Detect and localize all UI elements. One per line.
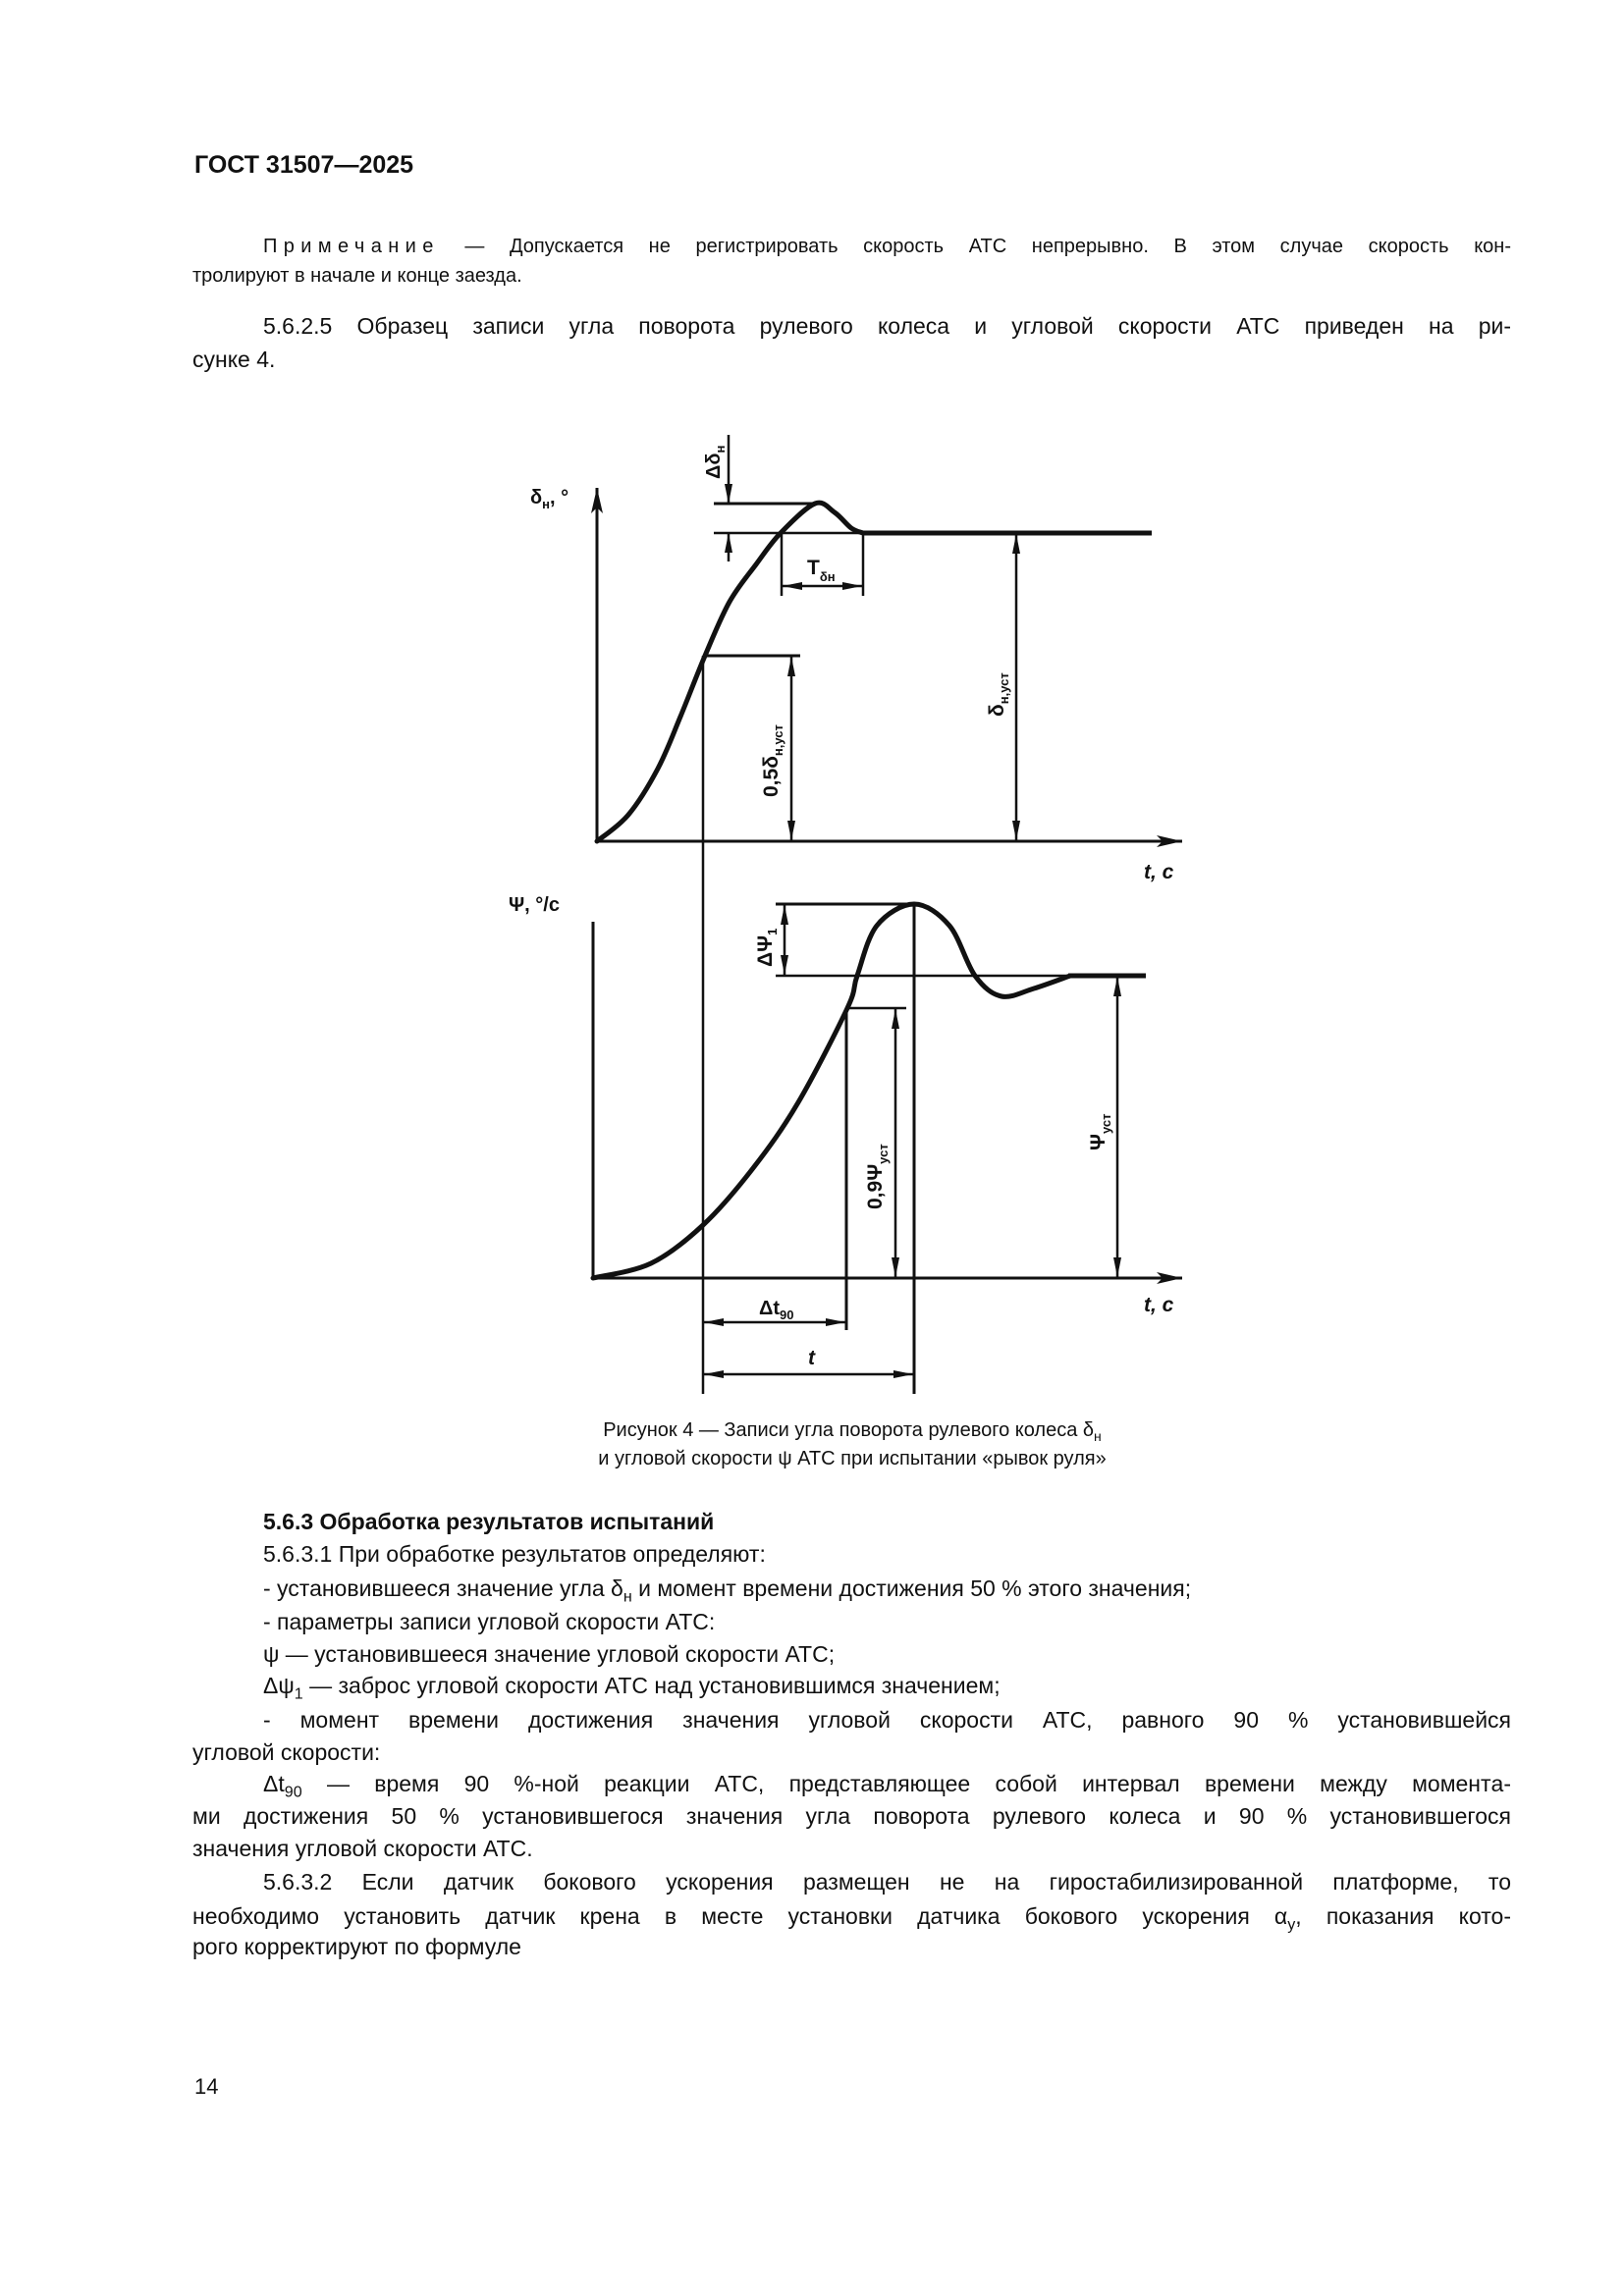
text-segment: Δψ bbox=[263, 1673, 295, 1698]
text-segment: Примечание bbox=[263, 236, 440, 257]
text-segment: 5.6.3 Обработка результатов испытаний bbox=[263, 1509, 715, 1534]
bottom-x-axis-label: t, c bbox=[1144, 1294, 1174, 1316]
body-line bbox=[192, 1607, 1511, 1636]
text-segment: - параметры записи угловой скорости АТС: bbox=[263, 1609, 716, 1634]
text-segment: Δt bbox=[263, 1771, 285, 1796]
body-line bbox=[192, 1932, 1511, 1961]
body-line bbox=[192, 1867, 1511, 1896]
body-line bbox=[192, 1801, 1511, 1831]
body-line bbox=[192, 1901, 1511, 1934]
text-segment: и момент времени достижения 50 % этого значения; bbox=[631, 1575, 1192, 1601]
subscript: н bbox=[623, 1587, 632, 1606]
steady-value-label: $\delta_{н,уст}$ bbox=[986, 672, 1011, 717]
subscript: 1 bbox=[294, 1684, 303, 1703]
text-segment: - момент времени достижения значения угловой скорости АТС, равного 90 % установившейся bbox=[263, 1707, 1511, 1733]
body-line bbox=[192, 1507, 1511, 1536]
half-value-label: $0,5\delta_{н,уст}$ bbox=[760, 724, 785, 797]
yaw-steady-label: $\Psi_{уст}$ bbox=[1087, 1113, 1113, 1150]
dt90-label: $\Delta t_{90}$ bbox=[759, 1298, 794, 1322]
text-segment: сунке 4. bbox=[192, 347, 276, 372]
overshoot-label: $\Delta\delta_н$ bbox=[703, 445, 728, 479]
body-line bbox=[192, 1539, 1511, 1569]
text-segment: угловой скорости: bbox=[192, 1739, 381, 1765]
text-segment: — заброс угловой скорости АТС над установившимся значением; bbox=[302, 1673, 1001, 1698]
subscript: 90 bbox=[284, 1783, 302, 1801]
body-line bbox=[192, 1834, 1511, 1863]
text-segment: рого корректируют по формуле bbox=[192, 1934, 521, 1959]
body-line bbox=[192, 1769, 1511, 1801]
steering-angle-curve bbox=[597, 503, 863, 841]
text-segment: 5.6.2.5 Образец записи угла поворота рулевого колеса и угловой скорости АТС приведен на ри- bbox=[263, 313, 1511, 339]
caption-text: Рисунок 4 — Записи угла поворота рулевого колеса δ bbox=[603, 1419, 1095, 1441]
text-segment: значения угловой скорости АТС. bbox=[192, 1836, 533, 1861]
figure-caption-line-2: и угловой скорости ψ АТС при испытании «рывок руля» bbox=[598, 1448, 1107, 1469]
subscript: y bbox=[1287, 1915, 1296, 1934]
body-line bbox=[192, 1705, 1511, 1735]
bottom-y-axis-label: Ψ, °/с bbox=[509, 894, 560, 916]
caption-subscript: н bbox=[1094, 1427, 1102, 1444]
yaw-rate-curve bbox=[593, 904, 1070, 1278]
text-segment: ψ — установившееся значение угловой скорости АТС; bbox=[263, 1641, 836, 1667]
period-label: $T_{\delta н}$ bbox=[807, 557, 836, 584]
ninety-value-label: $0,9\Psi_{уст}$ bbox=[864, 1144, 891, 1209]
body-line bbox=[192, 1671, 1511, 1703]
text-segment: - установившееся значение угла δ bbox=[263, 1575, 623, 1601]
figure-caption-line-1 bbox=[0, 1416, 1624, 1444]
page-number: 14 bbox=[194, 2074, 219, 2099]
body-line bbox=[192, 1737, 1511, 1767]
text-segment: необходимо установить датчик крена в месте установки датчика бокового ускорения α bbox=[192, 1903, 1288, 1929]
t-label: t bbox=[808, 1347, 815, 1369]
text-segment: — время 90 %-ной реакции АТС, представляющее собой интервал времени между моментa- bbox=[301, 1771, 1511, 1796]
body-line bbox=[192, 1639, 1511, 1669]
text-segment: 5.6.3.2 Если датчик бокового ускорения размещен не на гиростабилизированной платформе, то bbox=[263, 1869, 1511, 1895]
text-segment: — Допускается не регистрировать скорость АТС непрерывно. В этом случае скорость кон- bbox=[439, 236, 1511, 257]
text-segment: тролируют в начале и конце заезда. bbox=[192, 265, 522, 287]
bottom-overshoot-label: $\Delta\Psi_1$ bbox=[754, 928, 780, 967]
text-segment: , показания кото- bbox=[1295, 1903, 1511, 1929]
body-line bbox=[192, 1574, 1511, 1606]
top-y-axis-label: $\delta_н$, ° bbox=[530, 487, 569, 511]
text-segment: ми достижения 50 % установившегося значения угла поворота рулевого колеса и 90 % установившегося bbox=[192, 1803, 1511, 1829]
document-header: ГОСТ 31507—2025 bbox=[194, 151, 414, 179]
text-segment: 5.6.3.1 При обработке результатов определяют: bbox=[263, 1541, 766, 1567]
top-x-axis-label: t, c bbox=[1144, 861, 1174, 883]
